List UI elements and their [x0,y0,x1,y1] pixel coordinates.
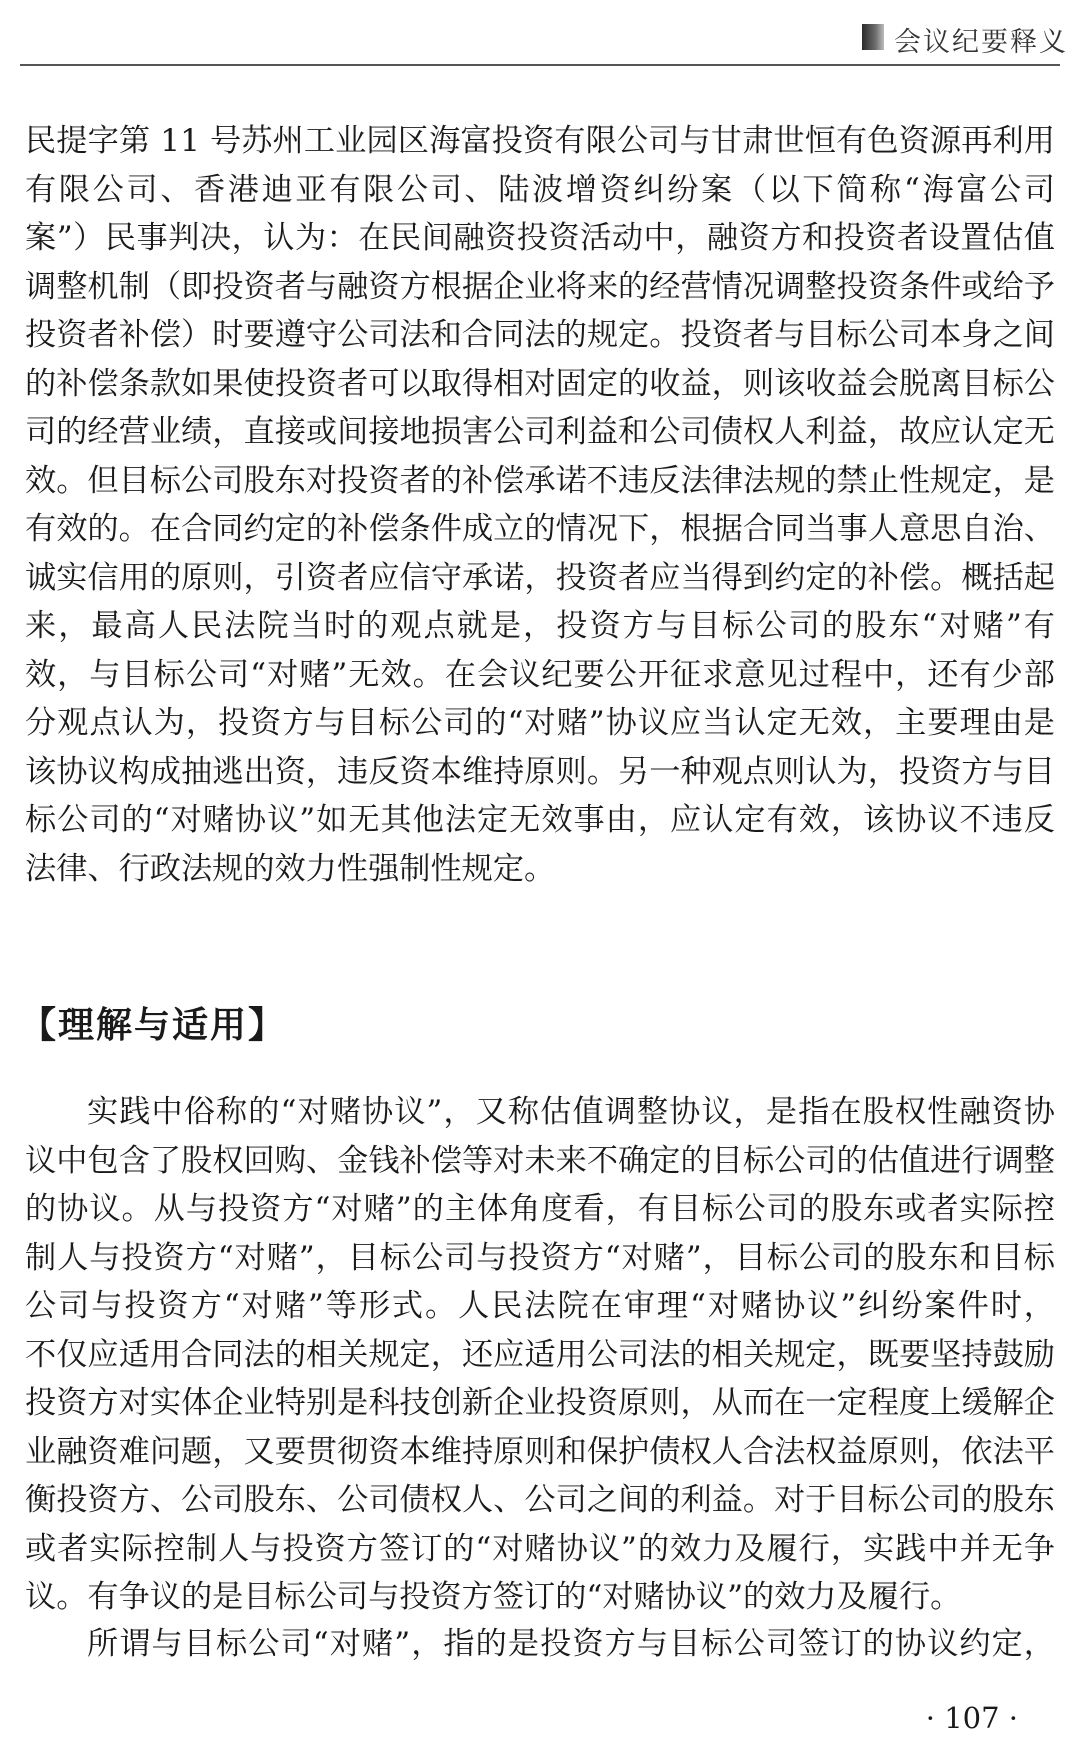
text-line: 的补偿条款如果使投资者可以取得相对固定的收益，则该收益会脱离目标公 [25,365,1055,402]
text-line: 议中包含了股权回购、金钱补偿等对未来不确定的目标公司的估值进行调整 [25,1142,1055,1179]
running-header [20,0,1068,66]
header-divider [20,64,1060,66]
text-line: 制人与投资方“对赌”，目标公司与投资方“对赌”，目标公司的股东和目标 [25,1239,1055,1276]
text-line: 诚实信用的原则，引资者应信守承诺，投资者应当得到约定的补偿。概括起 [25,559,1055,596]
text-line: 公司与投资方“对赌”等形式。人民法院在审理“对赌协议”纠纷案件时， [25,1288,1055,1324]
text-line: 或者实际控制人与投资方签订的“对赌协议”的效力及履行，实践中并无争 [25,1530,1055,1567]
text-line: 的协议。从与投资方“对赌”的主体角度看，有目标公司的股东或者实际控 [25,1191,1055,1227]
text-line: 该协议构成抽逃出资，违反资本维持原则。另一种观点则认为，投资方与目 [25,753,1055,790]
text-line: 来，最高人民法院当时的观点就是，投资方与目标公司的股东“对赌”有 [25,608,1055,644]
header-marker-icon [862,24,884,50]
paragraph-1 [25,117,1055,893]
paragraph-2 [25,1088,1055,1622]
text-line: 业融资难问题，又要贯彻资本维持原则和保护债权人合法权益原则，依法平 [25,1433,1055,1470]
text-line: 民提字第 11 号苏州工业园区海富投资有限公司与甘肃世恒有色资源再利用 [25,123,1055,159]
section-heading: 【理解与适用】 [20,1005,287,1046]
text-line: 司的经营业绩，直接或间接地损害公司利益和公司债权人利益，故应认定无 [25,414,1055,450]
text-line: 效，与目标公司“对赌”无效。在会议纪要公开征求意见过程中，还有少部 [25,656,1055,693]
text-line: 标公司的“对赌协议”如无其他法定无效事由，应认定有效，该协议不违反 [25,802,1055,838]
text-line: 所谓与目标公司“对赌”，指的是投资方与目标公司签订的协议约定， [87,1626,1055,1662]
text-line: 投资者补偿）时要遵守公司法和合同法的规定。投资者与目标公司本身之间 [25,317,1055,353]
text-line: 分观点认为，投资方与目标公司的“对赌”协议应当认定无效，主要理由是 [25,705,1055,741]
text-line: 案”）民事判决，认为：在民间融资投资活动中，融资方和投资者设置估值 [25,220,1055,256]
text-line: 投资方对实体企业特别是科技创新企业投资原则，从而在一定程度上缓解企 [25,1385,1055,1421]
text-line: 议。有争议的是目标公司与投资方签订的“对赌协议”的效力及履行。 [25,1579,962,1615]
text-line: 不仅应适用合同法的相关规定，还应适用公司法的相关规定，既要坚持鼓励 [25,1336,1055,1373]
text-line: 有效的。在合同约定的补偿条件成立的情况下，根据合同当事人意思自治、 [25,511,1055,547]
text-line: 实践中俗称的“对赌协议”，又称估值调整协议，是指在股权性融资协 [87,1094,1055,1130]
header-title: 会议纪要释义 [894,27,1068,58]
text-line: 衡投资方、公司股东、公司债权人、公司之间的利益。对于目标公司的股东 [25,1482,1055,1518]
paragraph-3 [25,1620,1055,1669]
page-number: · 107 · [925,1701,1018,1735]
text-line: 效。但目标公司股东对投资者的补偿承诺不违反法律法规的禁止性规定，是 [25,462,1055,499]
text-line: 调整机制（即投资者与融资方根据企业将来的经营情况调整投资条件或给予 [25,268,1055,305]
text-line: 有限公司、香港迪亚有限公司、陆波增资纠纷案（以下简称“海富公司 [25,171,1055,208]
text-line: 法律、行政法规的效力性强制性规定。 [25,850,556,887]
